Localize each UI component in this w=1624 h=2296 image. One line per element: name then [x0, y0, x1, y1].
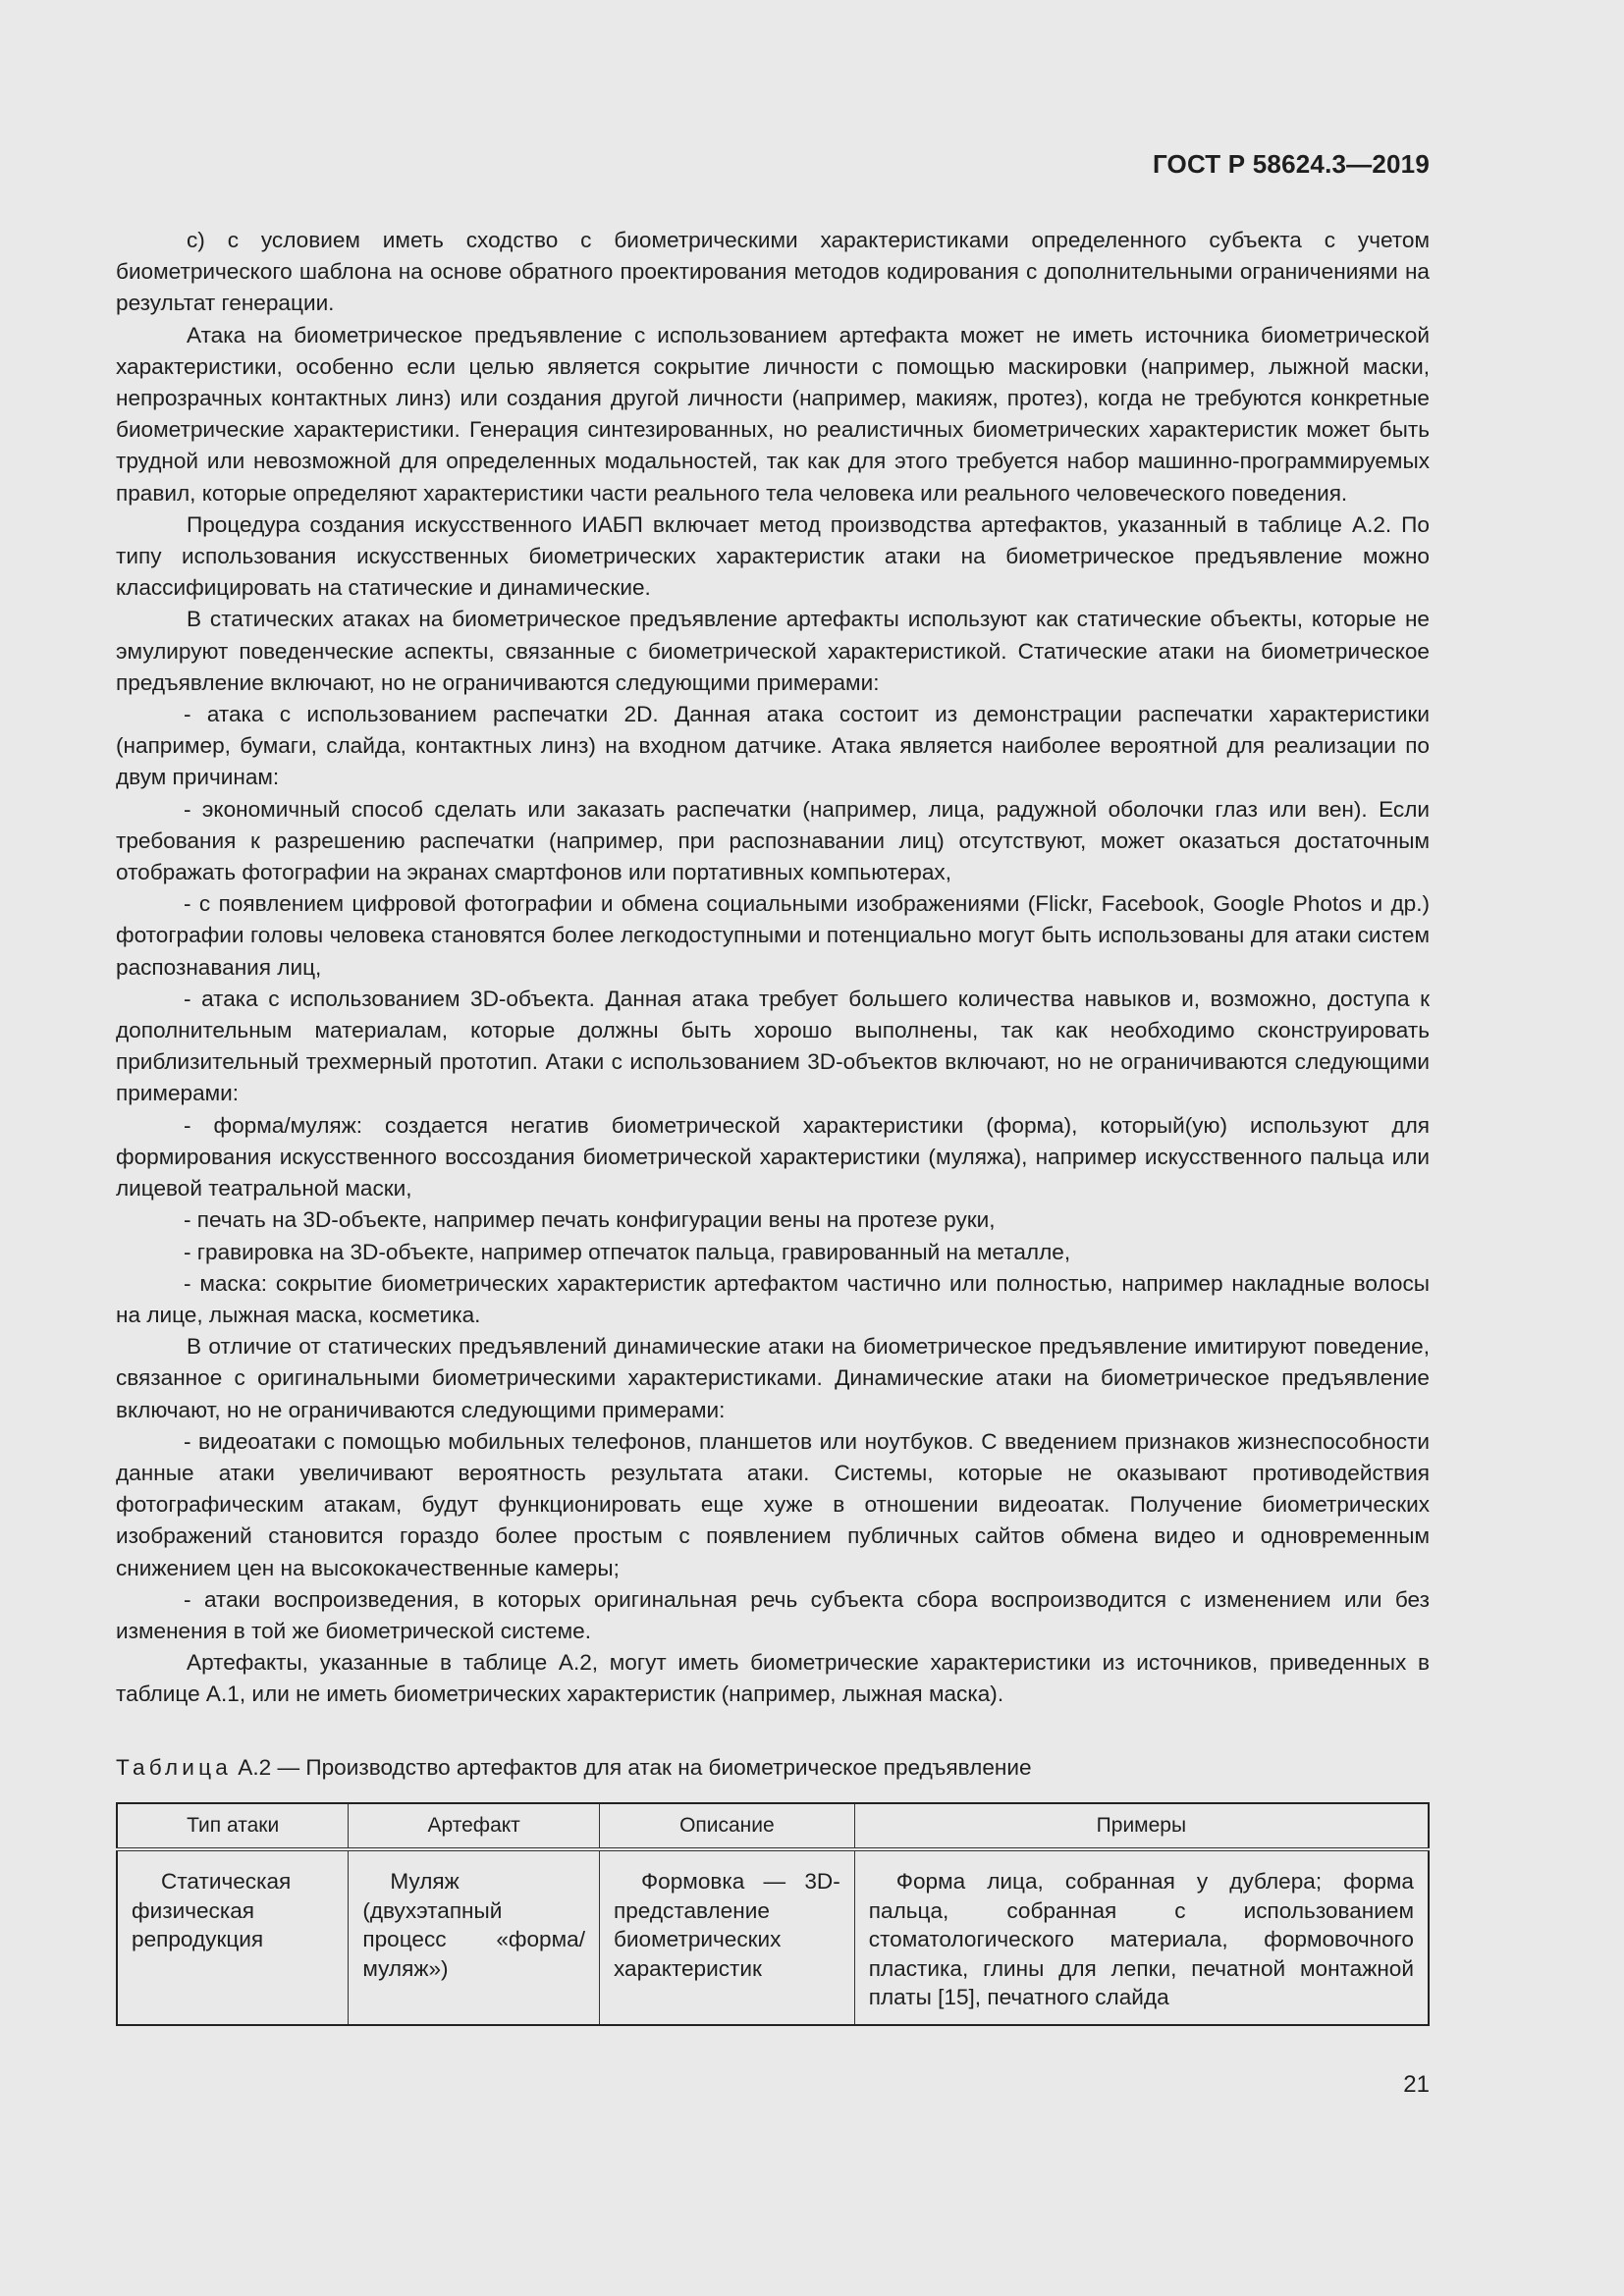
- table-cell: Формовка — 3D-представление биометрических характеристик: [600, 1849, 855, 2025]
- table-caption-label: Таблица: [116, 1755, 232, 1780]
- body-text: [116, 225, 1430, 1711]
- list-item: - гравировка на 3D-объекте, например отпечаток пальца, гравированный на металле,: [184, 1239, 1071, 1264]
- list-item: - экономичный способ сделать или заказать распечатки (например, лица, радужной оболочки глаз или вен). Если требования к разрешению распечатки (например, при распознавании лиц) отсутствуют, может оказаться достаточным отображать фотографии на экранах смартфонов или портативных компьютерах,: [116, 796, 1430, 885]
- list-item: - атака с использованием 3D-объекта. Данная атака требует большего количества навыков и, возможно, доступа к дополнительным материалам, которые должны быть хорошо выполнены, так как необходимо сконструировать приблизительный трехмерный прототип. Атаки с использованием 3D-объектов включают, но не ограничиваются следующими примерами:: [116, 986, 1430, 1106]
- header-artifact: Артефакт: [349, 1803, 600, 1849]
- page-number: 21: [1403, 2071, 1430, 2098]
- list-item: - форма/муляж: создается негатив биометрической характеристики (форма), который(ую) используют для формирования искусственного воссоздания биометрической характеристики (муляжа), например искусственного пальца или лицевой театральной маски,: [116, 1112, 1430, 1201]
- table-cell: Статическая физическая репродукция: [117, 1849, 349, 2025]
- paragraph: В статических атаках на биометрическое предъявление артефакты используют как статические объекты, которые не эмулируют поведенческие аспекты, связанные с биометрической характеристикой. Статические атаки на биометрическое предъявление включают, но не ограничиваются следующими примерами:: [116, 607, 1430, 695]
- table-cell: Форма лица, собранная у дублера; форма пальца, собранная с использованием стоматологического материала, формовочного пластика, глины для лепки, печатной монтажной платы [15], печатного слайда: [854, 1849, 1429, 2025]
- list-item: - маска: сокрытие биометрических характеристик артефактом частично или полностью, например накладные волосы на лице, лыжная маска, косметика.: [116, 1270, 1430, 1327]
- table-header-row: [117, 1803, 1429, 1849]
- list-item: - атаки воспроизведения, в которых оригинальная речь субъекта сбора воспроизводится с изменением или без изменения в той же биометрической системе.: [116, 1586, 1430, 1643]
- list-item: - атака с использованием распечатки 2D. Данная атака состоит из демонстрации распечатки характеристики (например, бумаги, слайда, контактных линз) на входном датчике. Атака является наиболее вероятной для реализации по двум причинам:: [116, 702, 1430, 790]
- table-cell: Муляж (двухэтапный процесс «форма/муляж»): [349, 1849, 600, 2025]
- paragraph: Артефакты, указанные в таблице А.2, могут иметь биометрические характеристики из источников, приведенных в таблице А.1, или не иметь биометрических характеристик (например, лыжная маска).: [116, 1650, 1430, 1707]
- list-item: - печать на 3D-объекте, например печать конфигурации вены на протезе руки,: [184, 1207, 996, 1233]
- paragraph: Атака на биометрическое предъявление с использованием артефакта может не иметь источника биометрической характеристики, особенно если целью является сокрытие личности с помощью маскировки (например, лыжной маски, непрозрачных контактных линз) или создания другой личности (например, макияж, протез), когда не требуются конкретные биометрические характеристики. Генерация синтезированных, но реалистичных биометрических характеристик может быть трудной или невозможной для определенных модальностей, так как для этого требуется набор машинно-программируемых правил, которые определяют характеристики части реального тела человека или реального человеческого поведения.: [116, 322, 1430, 506]
- artifacts-table: [116, 1802, 1430, 2026]
- paragraph: с) с условием иметь сходство с биометрическими характеристиками определенного субъекта с учетом биометрического шаблона на основе обратного проектирования методов кодирования с дополнительными ограничениями на результат генерации.: [116, 228, 1430, 316]
- list-item: - видеоатаки с помощью мобильных телефонов, планшетов или ноутбуков. С введением признаков жизнеспособности данные атаки увеличивают вероятность результата атаки. Системы, которые не оказывают противодействия фотографическим атакам, будут функционировать еще хуже в отношении видеоатак. Получение биометрических изображений становится гораздо более простым с появлением публичных сайтов обмена видео и одновременным снижением цен на высококачественные камеры;: [116, 1428, 1430, 1580]
- header-description: Описание: [600, 1803, 855, 1849]
- table-caption-text: А.2 — Производство артефактов для атак на биометрическое предъявление: [232, 1755, 1032, 1780]
- document-header: ГОСТ Р 58624.3—2019: [1152, 149, 1430, 179]
- header-attack-type: Тип атаки: [117, 1803, 349, 1849]
- list-item: - с появлением цифровой фотографии и обмена социальными изображениями (Flickr, Facebook, Google Photos и др.) фотографии головы человека становятся более легкодоступными и потенциально могут быть использованы для атаки систем распознавания лиц,: [116, 891, 1430, 980]
- paragraph: В отличие от статических предъявлений динамические атаки на биометрическое предъявление имитируют поведение, связанное с оригинальными биометрическими характеристиками. Динамические атаки на биометрическое предъявление включают, но не ограничиваются следующими примерами:: [116, 1334, 1430, 1422]
- table-row: [117, 1849, 1429, 2025]
- header-examples: Примеры: [854, 1803, 1429, 1849]
- paragraph: Процедура создания искусственного ИАБП включает метод производства артефактов, указанный в таблице А.2. По типу использования искусственных биометрических характеристик атаки на биометрическое предъявление можно классифицировать на статические и динамические.: [116, 511, 1430, 601]
- table-caption: [116, 1752, 1430, 1784]
